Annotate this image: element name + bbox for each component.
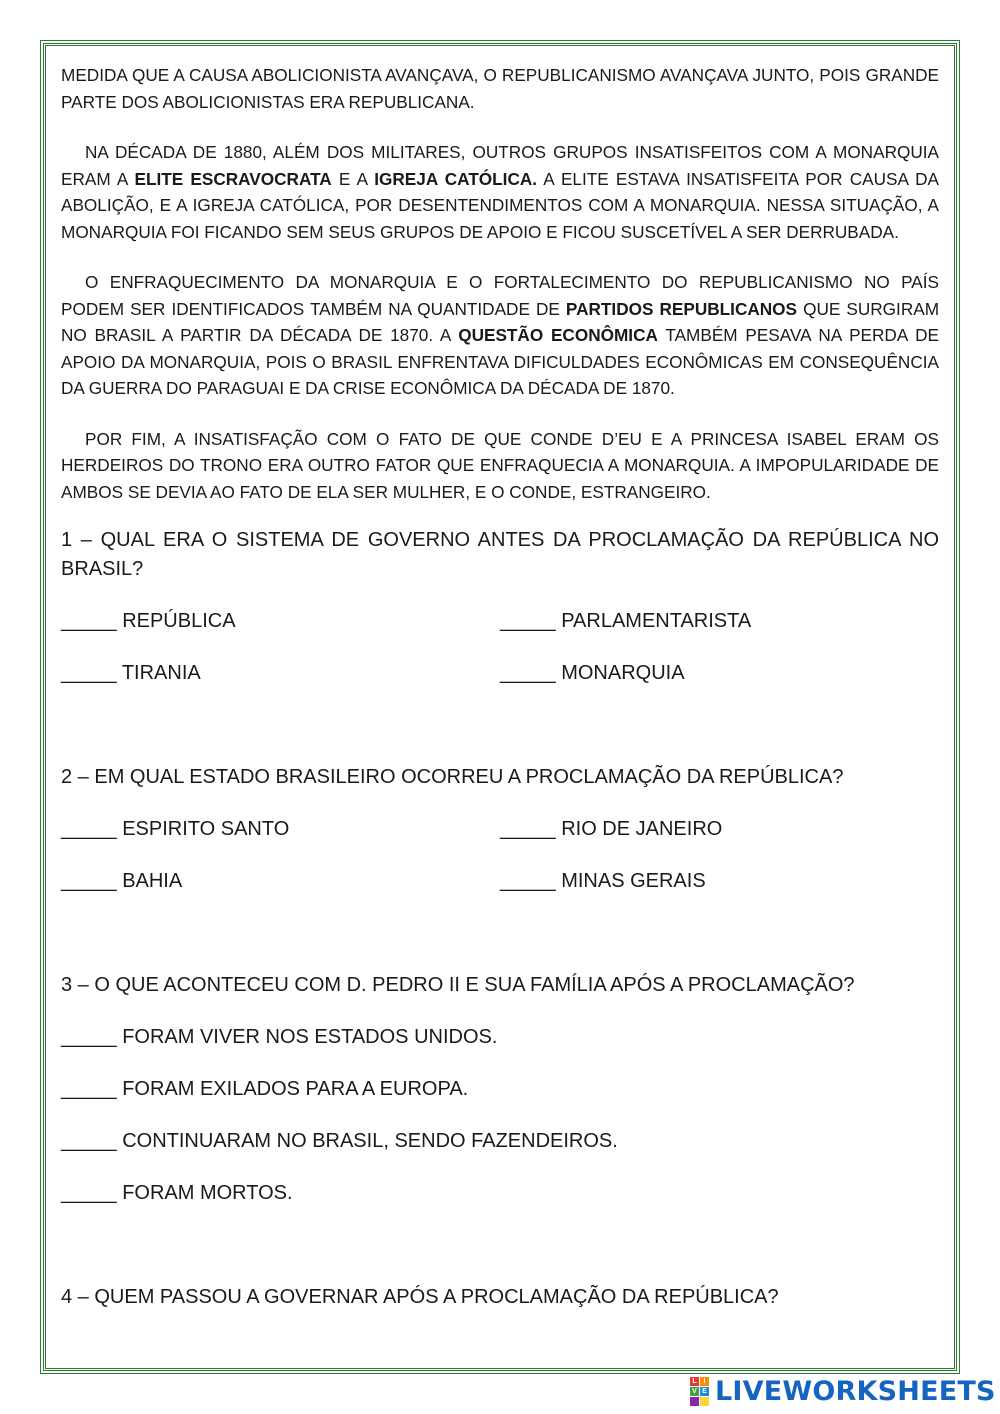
q1-option-monarquia[interactable] (500, 659, 939, 688)
q3-option-mortos[interactable] (61, 1179, 939, 1208)
paragraph-3 (61, 269, 939, 402)
option-label: BAHIA (122, 870, 183, 892)
q2-options-row-1 (61, 815, 939, 844)
q1-option-parlamentarista[interactable] (500, 607, 939, 636)
bold-igreja-catolica: IGREJA CATÓLICA. (374, 168, 538, 189)
answer-blank[interactable]: _____ (500, 610, 556, 632)
logo-mark-cell: E (700, 1387, 709, 1396)
question-2: 2 – EM QUAL ESTADO BRASILEIRO OCORREU A PROCLAMAÇÃO DA REPÚBLICA? (61, 766, 844, 788)
logo-text: LIVEWORKSHEETS (715, 1375, 996, 1407)
bold-elite-escravocrata: ELITE ESCRAVOCRATA (134, 168, 332, 189)
option-label: FORAM VIVER NOS ESTADOS UNIDOS. (122, 1026, 498, 1048)
paragraph-2-text-c: E A (331, 168, 375, 189)
logo-mark-cell (690, 1397, 699, 1406)
logo-mark-cell: V (690, 1387, 699, 1396)
answer-blank[interactable]: _____ (61, 818, 117, 840)
answer-blank[interactable]: _____ (61, 610, 117, 632)
q1-options-row-1 (61, 607, 939, 636)
logo-mark-cell: L (690, 1377, 699, 1386)
answer-blank[interactable]: _____ (61, 1182, 117, 1204)
option-label: CONTINUARAM NO BRASIL, SENDO FAZENDEIROS. (122, 1130, 618, 1152)
option-label: REPÚBLICA (122, 610, 236, 632)
option-label: ESPIRITO SANTO (122, 818, 290, 840)
logo-mark-cell: I (700, 1377, 709, 1386)
logo-mark-icon (690, 1377, 709, 1406)
q3-option-estados-unidos[interactable] (61, 1023, 939, 1052)
q3-option-fazendeiros[interactable] (61, 1127, 939, 1156)
q2-option-rio-de-janeiro[interactable] (500, 815, 939, 844)
logo-mark-cell (700, 1397, 709, 1406)
option-label: MINAS GERAIS (561, 870, 706, 892)
option-label: PARLAMENTARISTA (561, 610, 752, 632)
paragraph-4: POR FIM, A INSATISFAÇÃO COM O FATO DE QUE CONDE D’EU E A PRINCESA ISABEL ERAM OS HERDEIROS DO TRONO ERA OUTRO FATOR QUE ENFRAQUECIA A MONARQUIA. A IMPOPULARIDADE DE AMBOS SE DEVIA AO FATO DE ELA SER MULHER, E O CONDE, ESTRANGEIRO. (61, 428, 939, 502)
q1-option-republica[interactable] (61, 607, 500, 636)
q3-option-exilados[interactable] (61, 1075, 939, 1104)
option-label: FORAM MORTOS. (122, 1182, 293, 1204)
paragraph-3-text-d: TAMBÉM PESAVA NA PERDA DE APOIO DA MONARQUIA, POIS O BRASIL ENFRENTAVA DIFICULDADES ECONÔMICAS EM CONSEQUÊNCIA DA GUERRA DO PARAGUAI E DA CRISE ECONÔMICA DA DÉCADA DE 1870. (61, 325, 939, 398)
answer-blank[interactable]: _____ (61, 870, 117, 892)
q2-option-espirito-santo[interactable] (61, 815, 500, 844)
answer-blank[interactable]: _____ (500, 870, 556, 892)
bold-questao-economica: QUESTÃO ECONÔMICA (458, 325, 658, 345)
paragraph-3-text-a: O ENFRAQUECIMENTO DA MONARQUIA E O FORTALECIMENTO DO REPUBLICANISMO NO PAÍS PODEM SER IDENTIFICADOS TAMBÉM NA QUANTIDADE DE (61, 272, 939, 319)
q1-option-tirania[interactable] (61, 659, 500, 688)
q2-option-minas-gerais[interactable] (500, 867, 939, 896)
question-1: 1 – QUAL ERA O SISTEMA DE GOVERNO ANTES DA PROCLAMAÇÃO DA REPÚBLICA NO BRASIL? (61, 529, 939, 580)
answer-blank[interactable]: _____ (500, 818, 556, 840)
option-label: TIRANIA (121, 662, 201, 684)
answer-blank[interactable]: _____ (61, 1078, 117, 1100)
answer-blank[interactable]: _____ (61, 1130, 117, 1152)
answer-blank[interactable]: _____ (61, 1026, 117, 1048)
question-3: 3 – O QUE ACONTECEU COM D. PEDRO II E SUA FAMÍLIA APÓS A PROCLAMAÇÃO? (61, 974, 855, 996)
option-label: MONARQUIA (561, 662, 685, 684)
answer-blank[interactable]: _____ (61, 662, 117, 684)
liveworksheets-logo (690, 1376, 996, 1406)
q2-option-bahia[interactable] (61, 867, 500, 896)
paragraph-1: MEDIDA QUE A CAUSA ABOLICIONISTA AVANÇAVA, O REPUBLICANISMO AVANÇAVA JUNTO, POIS GRANDE PARTE DOS ABOLICIONISTAS ERA REPUBLICANA. (61, 65, 939, 112)
bold-partidos-republicanos: PARTIDOS REPUBLICANOS (565, 298, 798, 319)
question-4: 4 – QUEM PASSOU A GOVERNAR APÓS A PROCLAMAÇÃO DA REPÚBLICA? (61, 1286, 779, 1308)
paragraph-3-text-c: QUE SURGIRAM NO BRASIL A PARTIR DA DÉCADA DE 1870. A (61, 298, 940, 345)
worksheet-content (61, 60, 939, 1312)
answer-blank[interactable]: _____ (500, 662, 556, 684)
option-label: FORAM EXILADOS PARA A EUROPA. (122, 1078, 469, 1100)
paragraph-2 (61, 139, 939, 245)
paragraph-2-text-d: A ELITE ESTAVA INSATISFEITA POR CAUSA DA ABOLIÇÃO, E A IGREJA CATÓLICA, POR DESENTENDIMENTOS COM A MONARQUIA. NESSA SITUAÇÃO, A MONARQUIA FOI FICANDO SEM SEUS GRUPOS DE APOIO E FICOU SUSCETÍVEL A SER DERRUBADA. (61, 168, 939, 242)
q1-options-row-2 (61, 659, 939, 688)
option-label: RIO DE JANEIRO (561, 818, 723, 840)
q2-options-row-2 (61, 867, 939, 896)
paragraph-2-text-a: NA DÉCADA DE 1880, ALÉM DOS MILITARES, OUTROS GRUPOS INSATISFEITOS COM A MONARQUIA ERAM A (61, 142, 939, 189)
